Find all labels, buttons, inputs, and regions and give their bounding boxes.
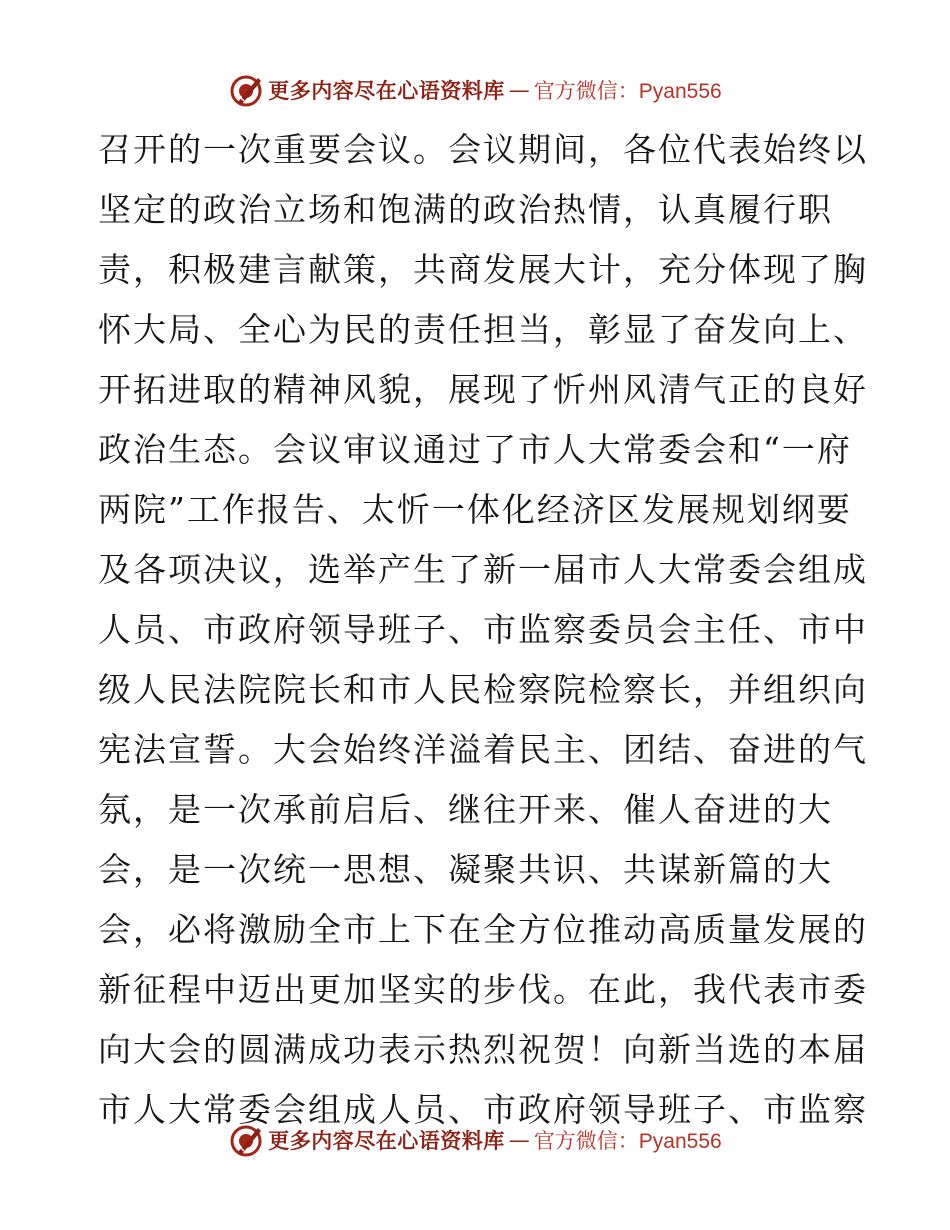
text-line: 两院”工作报告、太忻一体化经济区发展规划纲要 [98,490,852,529]
header-banner-content [228,72,721,108]
text-line: 向大会的圆满成功表示热烈祝贺！向新当选的本届 [98,1030,868,1069]
header-site-title: 更多内容尽在心语资料库 [268,78,505,103]
footer-site-title: 更多内容尽在心语资料库 [268,1128,505,1153]
text-line: 人员、市政府领导班子、市监察委员会主任、市中 [98,610,868,649]
text-line: 怀大局、全心为民的责任担当，彰显了奋发向上、 [98,310,868,349]
text-line: 及各项决议，选举产生了新一届市人大常委会组成 [98,550,868,589]
footer-separator: — [508,1128,530,1152]
text-line: 会，是一次统一思想、凝聚共识、共谋新篇的大 [98,850,833,889]
header-contact: 官方微信：Pyan556 [533,80,722,103]
document-body [98,120,868,1140]
text-line: 召开的一次重要会议。会议期间，各位代表始终以 [98,130,868,169]
text-line: 市人大常委会组成人员、市政府领导班子、市监察 [98,1090,868,1129]
text-line: 宪法宣誓。大会始终洋溢着民主、团结、奋进的气 [98,730,868,769]
text-line: 责，积极建言献策，共商发展大计，充分体现了胸 [98,250,868,289]
text-line: 开拓进取的精神风貌，展现了忻州风清气正的良好 [98,370,868,409]
text-line: 氛，是一次承前启后、继往开来、催人奋进的大 [98,790,833,829]
text-line: 坚定的政治立场和饱满的政治热情，认真履行职 [98,190,833,229]
footer-banner-content [228,1122,721,1158]
header-banner [0,72,950,108]
text-line: 级人民法院院长和市人民检察院检察长，并组织向 [98,670,868,709]
header-separator: — [508,78,530,102]
footer-banner [0,1122,950,1158]
text-line: 新征程中迈出更加坚实的步伐。在此，我代表市委 [98,970,868,1009]
text-line: 会，必将激励全市上下在全方位推动高质量发展的 [98,910,868,949]
text-line: 政治生态。会议审议通过了市人大常委会和“一府 [98,430,852,469]
logo-icon [228,1122,264,1158]
footer-contact: 官方微信：Pyan556 [533,1130,722,1153]
logo-icon [228,72,264,108]
